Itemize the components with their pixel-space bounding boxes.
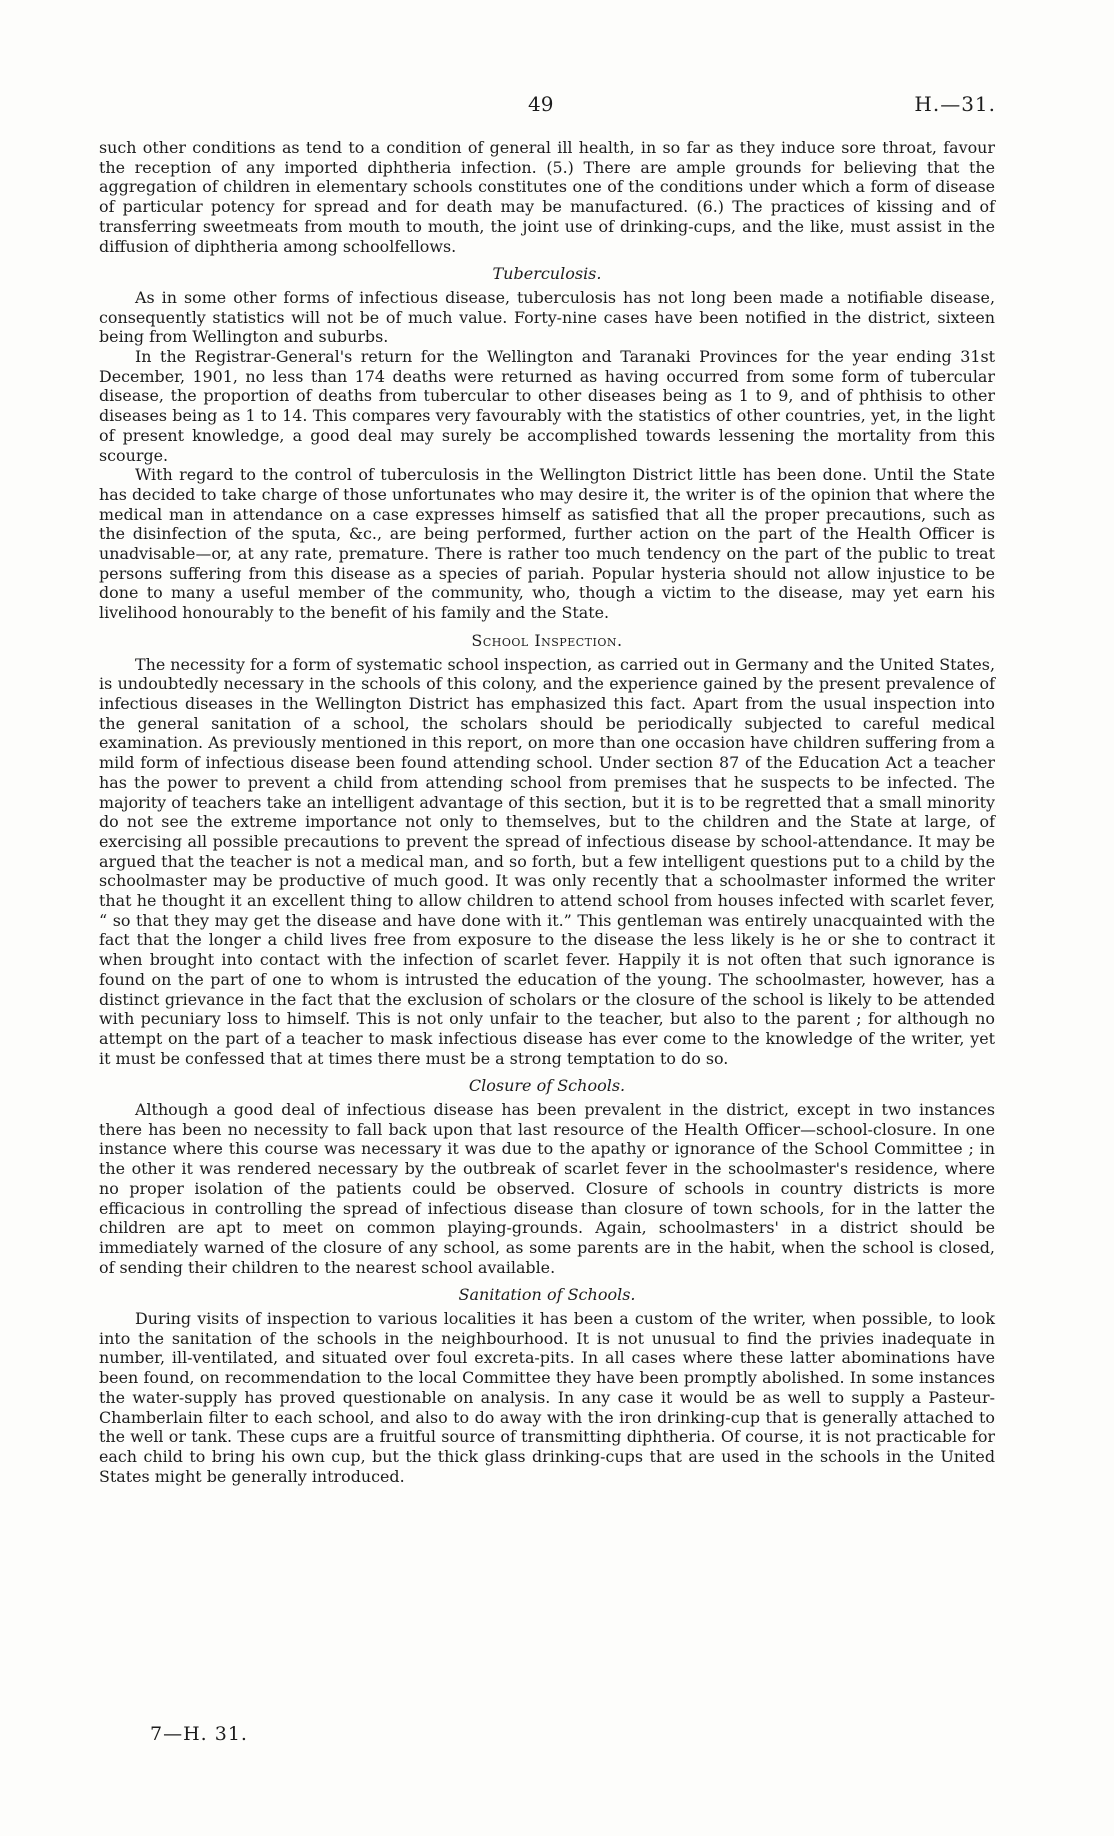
document-reference: H.—31. [914, 92, 996, 116]
paragraph: During visits of inspection to various localities it has been a custom of the writer, when possible, to look into the sanitation of the schools in the neighbourhood. It is not unusual to find the privies inadequate in number, ill-ventilated, and situated over foul excreta-pits. In all cases where these latter abominations have been found, on recommendation to the local Committee they have been promptly abolished. In some instances the water-supply has proved questionable on analysis. In any case it would be as well to supply a Pasteur-Chamberlain filter to each school, and also to do away with the iron drinking-cup that is generally attached to the well or tank. These cups are a fruitful source of transmitting diphtheria. Of course, it is not practicable for each child to bring his own cup, but the thick glass drinking-cups that are used in the schools in the United States might be generally introduced. [99, 1309, 995, 1486]
section-heading-sanitation: Sanitation of Schools. [458, 1285, 636, 1305]
paragraph: Although a good deal of infectious disease has been prevalent in the district, except in two instances there has been no necessity to fall back upon that last resource of the Health Officer—school-closure. In one instance where this course was necessary it was due to the apathy or ignorance of the School Committee ; in the other it was rendered necessary by the outbreak of scarlet fever in the schoolmaster's residence, where no proper isolation of the patients could be observed. Closure of schools in country districts is more efficacious in controlling the spread of infectious disease than closure of town schools, for in the latter the children are apt to meet on common playing-grounds. Again, schoolmasters' in a district should be immediately warned of the closure of any school, as some parents are in the habit, when the school is closed, of sending their children to the nearest school available. [99, 1100, 995, 1277]
paragraph: In the Registrar-General's return for the Wellington and Taranaki Provinces for the year ending 31st December, 1901, no less than 174 deaths were returned as having occurred from some form of tubercular disease, the proportion of deaths from tubercular to other diseases being as 1 to 9, and of phthisis to other diseases being as 1 to 14. This compares very favourably with the statistics of other countries, yet, in the light of present knowledge, a good deal may surely be accomplished towards lessening the mortality from this scourge. [99, 347, 995, 465]
paragraph: The necessity for a form of systematic school inspection, as carried out in Germany and the United States, is undoubtedly necessary in the schools of this colony, and the experience gained by the present prevalence of infectious diseases in the Wellington District has emphasized this fact. Apart from the usual inspection into the general sanitation of a school, the scholars should be periodically subjected to careful medical examination. As previously mentioned in this report, on more than one occasion have children suffering from a mild form of infectious disease been found attending school. Under section 87 of the Education Act a teacher has the power to prevent a child from attending school from premises that he suspects to be infected. The majority of teachers take an intelligent advantage of this section, but it is to be regretted that a small minority do not see the extreme importance not only to themselves, but to the children and the State at large, of exercising all possible precautions to prevent the spread of infectious disease by school-attendance. It may be argued that the teacher is not a medical man, and so forth, but a few intelligent questions put to a child by the schoolmaster may be productive of much good. It was only recently that a schoolmaster informed the writer that he thought it an excellent thing to allow children to attend school from houses infected with scarlet fever, “ so that they may get the disease and have done with it.” This gentleman was entirely unacquainted with the fact that the longer a child lives free from exposure to the disease the less likely is he or she to contract it when brought into contact with the infection of scarlet fever. Happily it is not often that such ignorance is found on the part of one to whom is intrusted the education of the young. The schoolmaster, however, has a distinct grievance in the fact that the exclusion of scholars or the closure of the school is likely to be attended with pecuniary loss to himself. This is not only unfair to the teacher, but also to the parent ; for although no attempt on the part of a teacher to mask infectious disease has ever come to the knowledge of the writer, yet it must be confessed that at times there must be a strong temptation to do so. [99, 654, 995, 1068]
paragraph: With regard to the control of tuberculosis in the Wellington District little has been done. Until the State has decided to take charge of those unfortunates who may desire it, the writer is of the opinion that where the medical man in attendance on a case expresses himself as satisfied that all the proper precautions, such as the disinfection of the sputa, &c., are being performed, further action on the part of the Health Officer is unadvisable—or, at any rate, premature. There is rather too much tendency on the part of the public to treat persons suffering from this disease as a species of pariah. Popular hysteria should not allow injustice to be done to many a useful member of the community, who, though a victim to the disease, may yet earn his livelihood honourably to the benefit of his family and the State. [99, 465, 995, 623]
section-heading-school-inspection: School Inspection. [471, 630, 623, 650]
intro-paragraph: such other conditions as tend to a condition of general ill health, in so far as they induce sore throat, favour the reception of any imported diphtheria infection. (5.) There are ample grounds for believing that the aggregation of children in elementary schools constitutes one of the conditions under which a form of disease of particular potency for spread and for death may be manufactured. (6.) The practices of kissing and of transferring sweetmeats from mouth to mouth, the joint use of drinking-cups, and the like, must assist in the diffusion of diphtheria among schoolfellows. [99, 138, 995, 256]
section-heading-tuberculosis: Tuberculosis. [492, 264, 602, 284]
page-number: 49 [528, 92, 554, 116]
paragraph: As in some other forms of infectious disease, tuberculosis has not long been made a notifiable disease, consequently statistics will not be of much value. Forty-nine cases have been notified in the district, sixteen being from Wellington and suburbs. [99, 287, 995, 347]
document-body [99, 138, 995, 1486]
page-header [0, 92, 1114, 122]
signature-mark: 7—H. 31. [150, 1723, 248, 1745]
section-heading-closure: Closure of Schools. [468, 1076, 626, 1096]
